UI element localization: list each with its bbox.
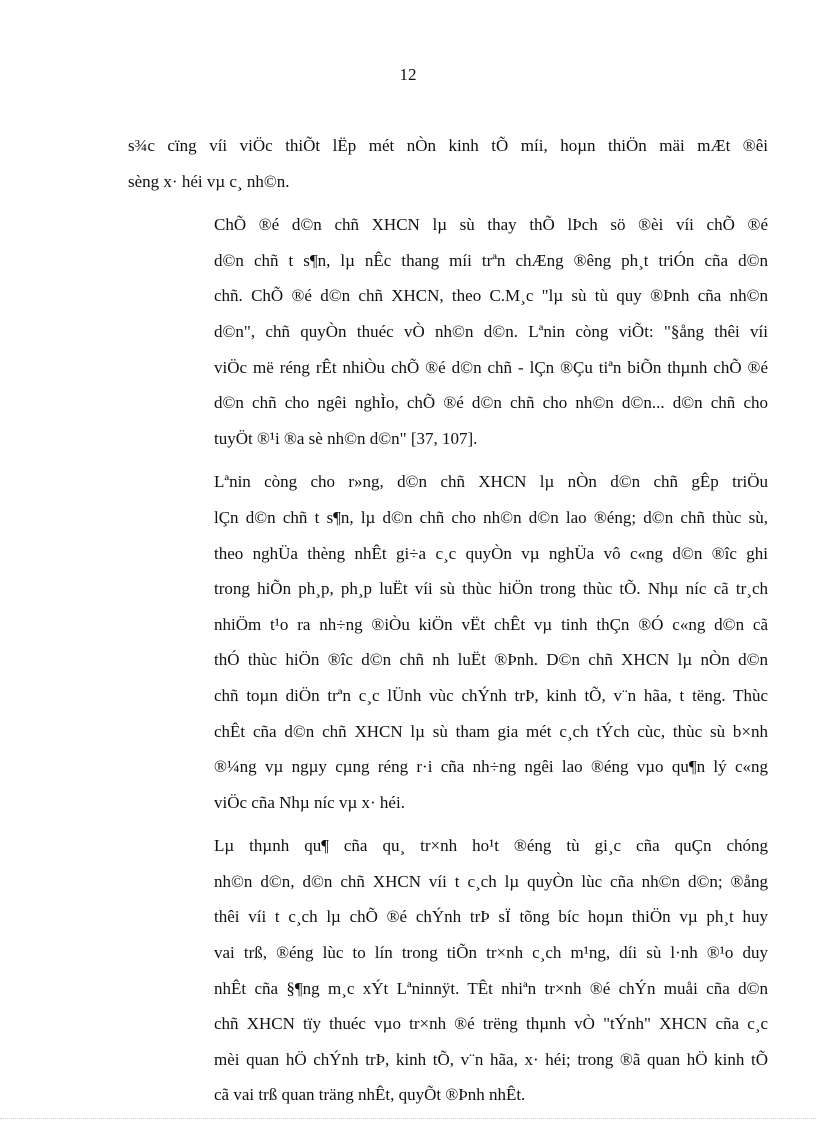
text-line: Lµ thµnh qu¶ cña qu¸ tr×nh ho¹t ®éng tù gi¸c cña quÇn chóng	[214, 836, 768, 856]
text-line: tuyÖt ®¹i ®a sè nh©n d©n" [37, 107].	[214, 428, 478, 448]
text-line: lÇn d©n chñ t s¶n, lµ d©n chñ cho nh©n d©n lao ®éng; d©n chñ thùc sù,	[214, 507, 768, 527]
text-line: d©n chñ t s¶n, lµ nÊc thang míi trªn chÆng ®êng ph¸t triÓn cña d©n	[214, 250, 768, 270]
text-line: d©n", chñ quyÒn thuéc vÒ nh©n d©n. Lªnin còng viÕt: "§ång thêi víi	[214, 321, 768, 341]
text-line: nhiÖm t¹o ra nh÷ng ®iÒu kiÖn vËt chÊt vµ tinh thÇn ®Ó c«ng d©n cã	[214, 614, 768, 634]
text-line: nh©n d©n, d©n chñ XHCN víi t c¸ch lµ quyÒn lùc cña nh©n d©n; ®ång	[214, 871, 768, 891]
text-line: chÊt cña d©n chñ XHCN lµ sù tham gia mét c¸ch tÝch cùc, thùc sù b×nh	[214, 721, 768, 741]
text-line: chñ XHCN tïy thuéc vµo tr×nh ®é trëng thµnh vÒ "tÝnh" XHCN cña c¸c	[214, 1014, 768, 1034]
text-line: thÓ thùc hiÖn ®îc d©n chñ nh luËt ®Þnh. D©n chñ XHCN lµ nÒn d©n	[214, 650, 768, 670]
paragraph	[128, 464, 768, 820]
text-line: thêi víi t c¸ch lµ chÕ ®é chÝnh trÞ sÏ tõng bíc hoµn thiÖn vµ ph¸t huy	[214, 907, 768, 927]
paragraph	[128, 828, 768, 1113]
text-line: viÖc cña Nhµ níc vµ x· héi.	[214, 792, 405, 812]
text-line: s¾c cïng víi viÖc thiÕt lËp mét nÒn kinh tÕ míi, hoµn thiÖn mäi mÆt ®êi	[128, 136, 768, 155]
text-line: vai trß, ®éng lùc to lín trong tiÕn tr×nh c¸ch m¹ng, díi sù l·nh ®¹o duy	[214, 943, 768, 963]
text-line: chñ toµn diÖn trªn c¸c lÜnh vùc chÝnh trÞ, kinh tÕ, v¨n hãa, t tëng. Thùc	[214, 685, 768, 705]
text-line: trong hiÕn ph¸p, ph¸p luËt víi sù thùc hiÖn trong thùc tÕ. Nhµ níc cã tr¸ch	[214, 579, 768, 599]
page-bottom-divider	[0, 1118, 816, 1119]
text-line: nhÊt cña §¶ng m¸c xÝt Lªninnÿt. TÊt nhiªn tr×nh ®é chÝn muåi cña d©n	[214, 978, 768, 998]
text-line: theo nghÜa thèng nhÊt gi÷a c¸c quyÒn vµ nghÜa vô c«ng d©n ®îc ghi	[214, 543, 768, 563]
text-line: ®¼ng vµ ngµy cµng réng r·i cña nh÷ng ngêi lao ®éng vµo qu¶n lý c«ng	[214, 757, 768, 777]
text-line: d©n chñ cho ngêi nghÌo, chÕ ®é d©n chñ cho nh©n d©n... d©n chñ cho	[214, 393, 768, 413]
text-line: sèng x· héi vµ c¸ nh©n.	[128, 171, 290, 191]
page-number: 12	[399, 65, 417, 84]
body-text	[128, 128, 768, 1121]
paragraph	[128, 128, 768, 199]
text-line: mèi quan hÖ chÝnh trÞ, kinh tÕ, v¨n hãa, x· héi; trong ®ã quan hÖ kinh tÕ	[214, 1049, 768, 1069]
text-line: ChÕ ®é d©n chñ XHCN lµ sù thay thÕ lÞch sö ®èi víi chÕ ®é	[214, 215, 768, 235]
text-line: Lªnin còng cho r»ng, d©n chñ XHCN lµ nÒn d©n chñ gÊp triÖu	[214, 472, 768, 492]
text-line: cã vai trß quan träng nhÊt, quyÕt ®Þnh nhÊt.	[214, 1085, 526, 1105]
paragraph	[128, 207, 768, 456]
text-line: viÖc më réng rÊt nhiÒu chÕ ®é d©n chñ - lÇn ®Çu tiªn biÕn thµnh chÕ ®é	[214, 357, 768, 377]
text-line: chñ. ChÕ ®é d©n chñ XHCN, theo C.M¸c "lµ sù tù quy ®Þnh cña nh©n	[214, 286, 768, 306]
